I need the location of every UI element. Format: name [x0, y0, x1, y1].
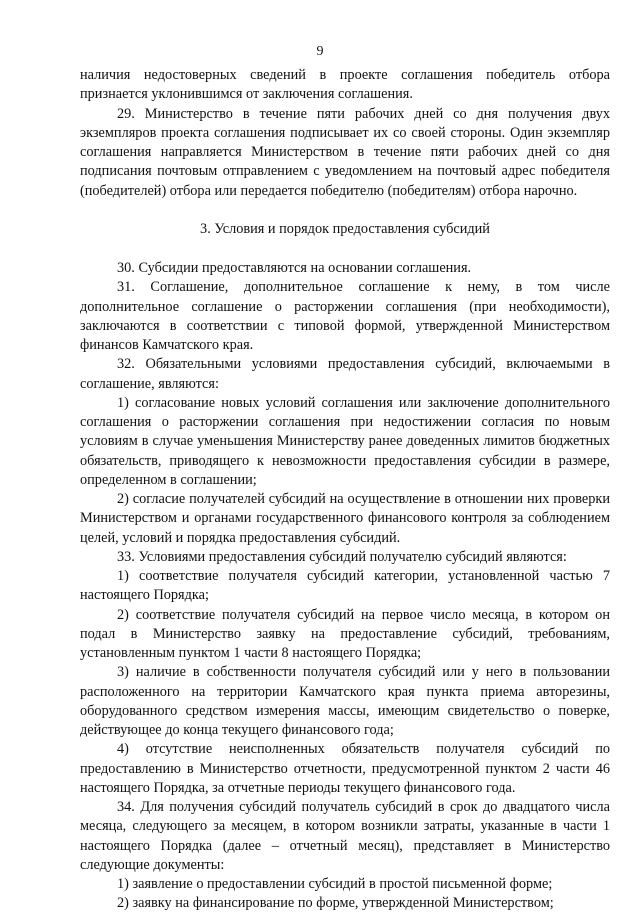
paragraph-32: 32. Обязательными условиями предоставления субсидий, включаемыми в соглашение, являются: [80, 356, 610, 392]
list-item-34-1: 1) заявление о предоставлении субсидий в простой письменной форме; [117, 876, 553, 892]
list-item-32-2: 2) согласие получателей субсидий на осуществление в отношении них проверки Министерством и органами государственного финансового контроля за соблюдением целей, условий и порядка предоставления субсидий. [80, 491, 610, 546]
list-item-32-1: 1) согласование новых условий соглашения или заключение дополнительного соглашения о расторжении соглашения при недостижении согласия по новым условиям в случае уменьшения Министерству ранее доведенных лимитов бюджетных обязательств, приводящего к невозможности предоставления субсидии в размере, определенном в соглашении; [80, 394, 610, 488]
section-heading: 3. Условия и порядок предоставления субсидий [200, 220, 490, 237]
paragraph-29: 29. Министерство в течение пяти рабочих дней со дня получения двух экземпляров проекта соглашения подписывает их со своей стороны. Один экземпляр соглашения направляется Министерством в течение пяти рабочих дней со дня подписания почтовым отправлением с уведомлением на почтовый адрес победителя (победителей) отбора или передается победителю (победителям) отбора нарочно. [80, 105, 610, 199]
paragraph-continuation: наличия недостоверных сведений в проекте соглашения победитель отбора признается уклонившимся от заключения соглашения. [80, 67, 610, 103]
list-item-33-2: 2) соответствие получателя субсидий на первое число месяца, в котором он подал в Министерство заявку на предоставление субсидий, требованиям, установленным пунктом 1 части 8 настоящего Порядка; [80, 606, 610, 661]
document-body [80, 66, 610, 914]
list-item-33-1: 1) соответствие получателя субсидий категории, установленной частью 7 настоящего Порядка; [80, 568, 610, 604]
paragraph-30: 30. Субсидии предоставляются на основании соглашения. [117, 260, 472, 276]
paragraph-33: 33. Условиями предоставления субсидий получателю субсидий являются: [117, 548, 567, 565]
list-item-34-2: 2) заявку на финансирование по форме, утвержденной Министерством; [117, 895, 554, 912]
list-item-33-3: 3) наличие в собственности получателя субсидий или у него в пользовании расположенного на территории Камчатского края пункта приема авторезины, оборудованного средством измерения массы, имеющим свидетельство о поверке, действующее до конца текущего финансового года; [80, 664, 610, 738]
page-number: 9 [316, 44, 324, 59]
paragraph-34: 34. Для получения субсидий получатель субсидий в срок до двадцатого числа месяца, следующего за месяцем, в котором возникли затраты, указанные в части 1 настоящего Порядка (далее – отчетный месяц), представляет в Министерство следующие документы: [80, 799, 610, 873]
paragraph-31: 31. Соглашение, дополнительное соглашение к нему, в том числе дополнительное соглашение о расторжении соглашения (при необходимости), заключаются в соответствии с типовой формой, утвержденной Министерством финансов Камчатского края. [80, 279, 610, 353]
list-item-33-4: 4) отсутствие неисполненных обязательств получателя субсидий по предоставлению в Министерство отчетности, предусмотренной пунктом 2 части 46 настоящего Порядка, за отчетные периоды текущего финансового года. [80, 741, 610, 796]
